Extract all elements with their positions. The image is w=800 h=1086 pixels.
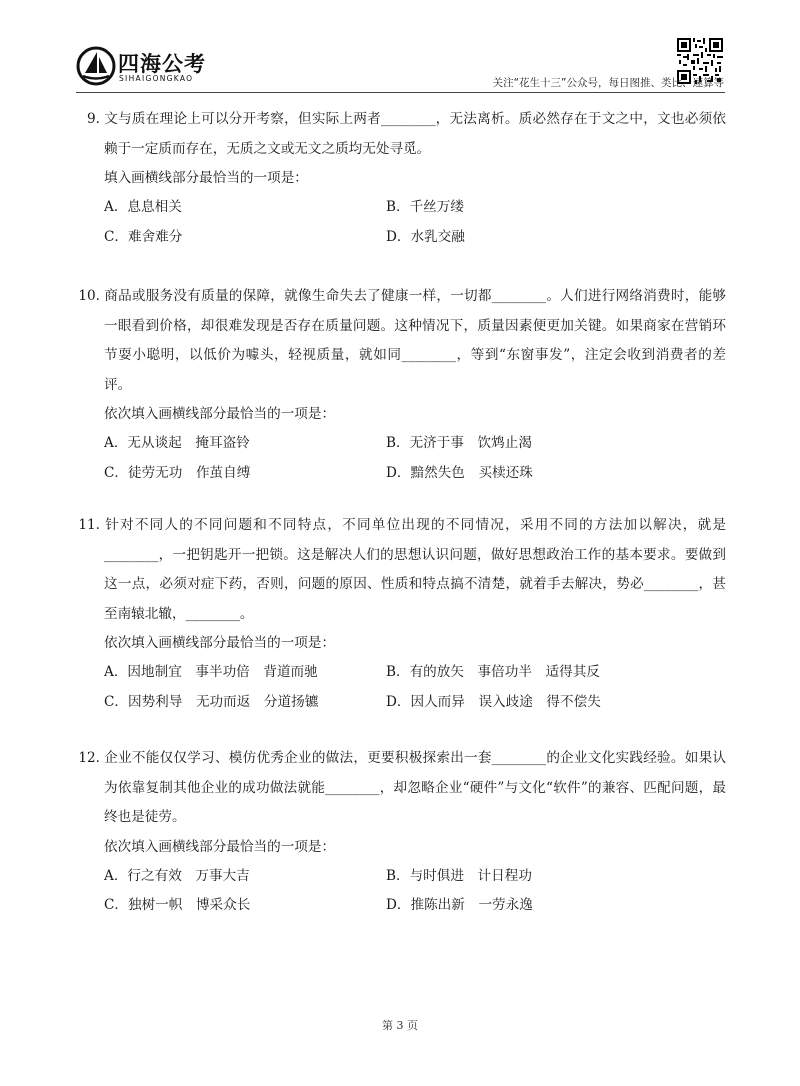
question-stem	[76, 511, 726, 629]
question-prompt: 依次填入画横线部分最恰当的一项是：	[104, 635, 336, 651]
question-stem	[76, 744, 726, 833]
option-b[interactable]: B．无济于事 饮鸩止渴	[386, 435, 532, 451]
question-text: 文与质在理论上可以分开考察，但实际上两者________，无法离析。质必然存在于文之中，文也必须依赖于一定质而存在，无质之文或无文之质均无处寻觅。	[104, 111, 726, 157]
option-c[interactable]: C．难舍难分	[104, 228, 183, 245]
page-header	[0, 0, 800, 96]
option-a[interactable]: A．因地制宜 事半功倍 背道而驰	[104, 664, 318, 680]
question-11	[76, 511, 726, 717]
option-b[interactable]: B．与时俱进 计日程功	[386, 867, 532, 884]
question-number: 12.	[78, 750, 100, 766]
question-9	[76, 105, 726, 252]
question-10	[76, 282, 726, 488]
options-list	[76, 658, 726, 717]
options-list	[76, 862, 726, 921]
logo-text: 四海公考	[118, 52, 206, 76]
question-text: 针对不同人的不同问题和不同特点，不同单位出现的不同情况，采用不同的方法加以解决，就是________，一把钥匙开一把锁。这是解决人们的思想认识问题，做好思想政治工作的基本要求。要做到这一点，必须对症下药，否则，问题的原因、性质和特点搞不清楚，就着手去解决，势必________，甚至南辕北辙，________。	[104, 517, 726, 622]
header-divider	[76, 92, 725, 93]
question-number: 9.	[87, 111, 100, 127]
question-stem	[76, 282, 726, 400]
option-b[interactable]: B．千丝万缕	[386, 199, 464, 215]
option-c[interactable]: C．因势利导 无功而返 分道扬镳	[104, 693, 319, 710]
page-number: 第 3 页	[382, 1019, 418, 1032]
question-prompt: 依次填入画横线部分最恰当的一项是：	[104, 406, 336, 422]
question-text: 企业不能仅仅学习、模仿优秀企业的做法，更要积极探索出一套________的企业文化实践经验。如果认为依靠复制其他企业的成功做法就能________，却忽略企业“硬件”与文化“软件”的兼容、匹配问题，最终也是徒劳。	[104, 750, 726, 825]
question-text: 商品或服务没有质量的保障，就像生命失去了健康一样，一切都________。人们进行网络消费时，能够一眼看到价格，却很难发现是否存在质量问题。这种情况下，质量因素便更加关键。如果商家在营销环节耍小聪明，以低价为噱头，轻视质量，就如同________，等到“东窗事发”，注定会收到消费者的差评。	[104, 288, 726, 393]
question-number: 10.	[78, 288, 100, 304]
options-list	[76, 429, 726, 488]
option-c[interactable]: C．独树一帜 博采众长	[104, 897, 251, 913]
question-number: 11.	[78, 517, 100, 533]
option-b[interactable]: B．有的放矢 事倍功半 适得其反	[386, 664, 600, 680]
header-tagline: 关注“花生十三”公众号，每日图推、类比、速算等	[492, 77, 724, 89]
question-stem	[76, 105, 726, 164]
option-a[interactable]: A．无从谈起 掩耳盗铃	[104, 435, 250, 451]
option-d[interactable]: D．因人而异 误入歧途 得不偿失	[386, 693, 601, 710]
option-c[interactable]: C．徒劳无功 作茧自缚	[104, 464, 251, 481]
options-list	[76, 193, 726, 252]
option-a[interactable]: A．息息相关	[104, 199, 182, 215]
question-prompt: 依次填入画横线部分最恰当的一项是：	[104, 838, 336, 855]
option-d[interactable]: D．黯然失色 买椟还珠	[386, 464, 533, 481]
sailboat-logo-icon	[76, 46, 116, 86]
logo-subtext: SIHAIGONGKAO	[119, 74, 194, 83]
option-a[interactable]: A．行之有效 万事大吉	[104, 867, 250, 884]
logo	[76, 46, 236, 90]
question-12	[76, 744, 726, 921]
option-d[interactable]: D．水乳交融	[386, 228, 465, 245]
question-prompt: 填入画横线部分最恰当的一项是：	[104, 170, 308, 186]
option-d[interactable]: D．推陈出新 一劳永逸	[386, 897, 533, 913]
